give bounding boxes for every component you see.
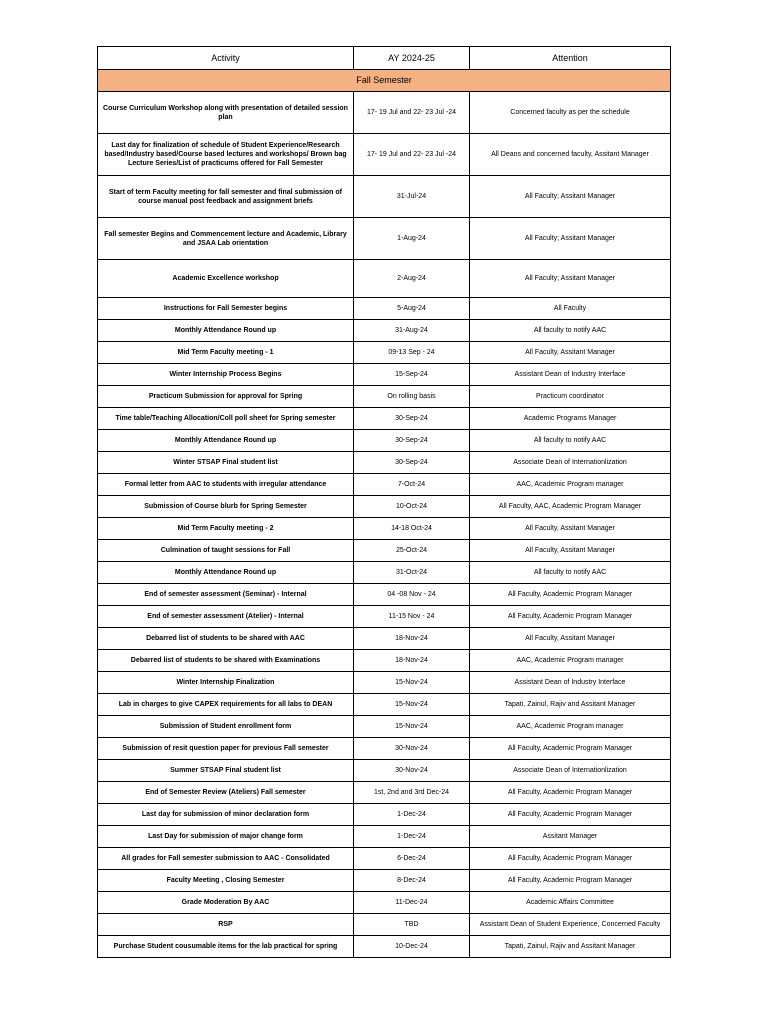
date-cell: 31-Jul-24	[354, 176, 470, 218]
attention-cell: Practicum coordinator	[470, 386, 671, 408]
table-row	[98, 518, 671, 540]
date-cell: 1-Dec-24	[354, 826, 470, 848]
activity-cell: Start of term Faculty meeting for fall semester and final submission of course manual post feedback and assignment briefs	[98, 176, 354, 218]
table-row	[98, 430, 671, 452]
date-cell: 30-Sep-24	[354, 430, 470, 452]
date-cell: 17- 19 Jul and 22- 23 Jul -24	[354, 134, 470, 176]
activity-cell: End of semester assessment (Seminar) - Internal	[98, 584, 354, 606]
table-row	[98, 496, 671, 518]
activity-cell: Formal letter from AAC to students with irregular attendance	[98, 474, 354, 496]
activity-cell: Monthly Attendance Round up	[98, 430, 354, 452]
attention-cell: AAC, Academic Program manager	[470, 650, 671, 672]
attention-cell: All Faculty; Assitant Manager	[470, 260, 671, 298]
table-row	[98, 738, 671, 760]
date-cell: 10-Oct-24	[354, 496, 470, 518]
activity-cell: Monthly Attendance Round up	[98, 562, 354, 584]
academic-calendar-table	[97, 46, 671, 958]
date-cell: 1-Dec-24	[354, 804, 470, 826]
activity-cell: Fall semester Begins and Commencement lecture and Academic, Library and JSAA Lab orientation	[98, 218, 354, 260]
date-cell: 1st, 2nd and 3rd Dec-24	[354, 782, 470, 804]
table-row	[98, 804, 671, 826]
attention-cell: Academic Programs Manager	[470, 408, 671, 430]
date-cell: 14-18 Oct-24	[354, 518, 470, 540]
date-cell: 8-Dec-24	[354, 870, 470, 892]
activity-cell: Winter Internship Process Begins	[98, 364, 354, 386]
activity-cell: Debarred list of students to be shared with AAC	[98, 628, 354, 650]
date-cell: 15-Nov-24	[354, 672, 470, 694]
date-cell: 09-13 Sep - 24	[354, 342, 470, 364]
header-year: AY 2024-25	[354, 47, 470, 70]
attention-cell: All faculty to notify AAC	[470, 562, 671, 584]
attention-cell: Assistant Dean of Industry Interface	[470, 672, 671, 694]
attention-cell: All faculty to notify AAC	[470, 430, 671, 452]
table-row	[98, 474, 671, 496]
table-row	[98, 342, 671, 364]
table-row	[98, 672, 671, 694]
table-row	[98, 848, 671, 870]
activity-cell: Debarred list of students to be shared with Examinations	[98, 650, 354, 672]
date-cell: 2-Aug-24	[354, 260, 470, 298]
attention-cell: All Faculty; Assitant Manager	[470, 218, 671, 260]
table-row	[98, 298, 671, 320]
attention-cell: Academic Affairs Committee	[470, 892, 671, 914]
activity-cell: Mid Term Faculty meeting - 1	[98, 342, 354, 364]
attention-cell: Tapati, Zainul, Rajiv and Assitant Manager	[470, 936, 671, 958]
activity-cell: Submission of resit question paper for previous Fall semester	[98, 738, 354, 760]
date-cell: 15-Nov-24	[354, 694, 470, 716]
table-row	[98, 892, 671, 914]
table-row	[98, 260, 671, 298]
attention-cell: All Faculty, Assitant Manager	[470, 342, 671, 364]
attention-cell: All Faculty, Academic Program Manager	[470, 584, 671, 606]
header-attention: Attention	[470, 47, 671, 70]
activity-cell: Practicum Submission for approval for Spring	[98, 386, 354, 408]
table-row	[98, 782, 671, 804]
attention-cell: All Faculty, Assitant Manager	[470, 518, 671, 540]
activity-cell: Submission of Student enrollment form	[98, 716, 354, 738]
attention-cell: Assistant Dean of Industry Interface	[470, 364, 671, 386]
activity-cell: Grade Moderation By AAC	[98, 892, 354, 914]
activity-cell: Last Day for submission of major change form	[98, 826, 354, 848]
table-row	[98, 650, 671, 672]
table-row	[98, 914, 671, 936]
date-cell: 31-Aug-24	[354, 320, 470, 342]
header-activity: Activity	[98, 47, 354, 70]
activity-cell: Monthly Attendance Round up	[98, 320, 354, 342]
date-cell: 17- 19 Jul and 22- 23 Jul -24	[354, 92, 470, 134]
table-row	[98, 562, 671, 584]
date-cell: On rolling basis	[354, 386, 470, 408]
table-row	[98, 584, 671, 606]
attention-cell: All Deans and concerned faculty, Assitant Manager	[470, 134, 671, 176]
table-row	[98, 134, 671, 176]
attention-cell: All Faculty, Academic Program Manager	[470, 782, 671, 804]
activity-cell: Course Curriculum Workshop along with presentation of detailed session plan	[98, 92, 354, 134]
table-row	[98, 218, 671, 260]
date-cell: 7-Oct-24	[354, 474, 470, 496]
activity-cell: Instructions for Fall Semester begins	[98, 298, 354, 320]
activity-cell: Summer STSAP Final student list	[98, 760, 354, 782]
section-title: Fall Semester	[98, 70, 671, 92]
attention-cell: All Faculty, Assitant Manager	[470, 540, 671, 562]
table-row	[98, 606, 671, 628]
date-cell: 30-Nov-24	[354, 760, 470, 782]
table-row	[98, 760, 671, 782]
table-row	[98, 386, 671, 408]
header-row	[98, 47, 671, 70]
table-row	[98, 176, 671, 218]
date-cell: 10-Dec-24	[354, 936, 470, 958]
attention-cell: All Faculty, AAC, Academic Program Manager	[470, 496, 671, 518]
table-row	[98, 364, 671, 386]
table-row	[98, 408, 671, 430]
table-row	[98, 694, 671, 716]
attention-cell: All Faculty, Academic Program Manager	[470, 804, 671, 826]
attention-cell: Tapati, Zainul, Rajiv and Assitant Manager	[470, 694, 671, 716]
table-row	[98, 540, 671, 562]
activity-cell: Academic Excellence workshop	[98, 260, 354, 298]
attention-cell: All Faculty, Academic Program Manager	[470, 738, 671, 760]
attention-cell: All Faculty, Academic Program Manager	[470, 848, 671, 870]
date-cell: 6-Dec-24	[354, 848, 470, 870]
activity-cell: Culmination of taught sessions for Fall	[98, 540, 354, 562]
attention-cell: Assistant Dean of Student Experience, Concerned Faculty	[470, 914, 671, 936]
activity-cell: Submission of Course blurb for Spring Semester	[98, 496, 354, 518]
table-row	[98, 92, 671, 134]
date-cell: 30-Sep-24	[354, 408, 470, 430]
date-cell: 30-Sep-24	[354, 452, 470, 474]
date-cell: 11-15 Nov - 24	[354, 606, 470, 628]
activity-cell: All grades for Fall semester submission to AAC - Consolidated	[98, 848, 354, 870]
attention-cell: Associate Dean of Internationlization	[470, 452, 671, 474]
activity-cell: Last day for submission of minor declaration form	[98, 804, 354, 826]
attention-cell: All Faculty, Academic Program Manager	[470, 606, 671, 628]
attention-cell: Associate Dean of Internationlization	[470, 760, 671, 782]
attention-cell: All faculty to notify AAC	[470, 320, 671, 342]
attention-cell: AAC, Academic Program manager	[470, 716, 671, 738]
date-cell: 18-Nov-24	[354, 650, 470, 672]
activity-cell: End of Semester Review (Ateliers) Fall semester	[98, 782, 354, 804]
activity-cell: End of semester assessment (Atelier) - Internal	[98, 606, 354, 628]
activity-cell: Winter Internship Finalization	[98, 672, 354, 694]
date-cell: 15-Sep-24	[354, 364, 470, 386]
attention-cell: All Faculty, Academic Program Manager	[470, 870, 671, 892]
table-row	[98, 716, 671, 738]
table-row	[98, 826, 671, 848]
date-cell: 11-Dec-24	[354, 892, 470, 914]
attention-cell: Assitant Manager	[470, 826, 671, 848]
table-row	[98, 936, 671, 958]
date-cell: 1-Aug-24	[354, 218, 470, 260]
activity-cell: Lab in charges to give CAPEX requirements for all labs to DEAN	[98, 694, 354, 716]
date-cell: 30-Nov-24	[354, 738, 470, 760]
attention-cell: AAC, Academic Program manager	[470, 474, 671, 496]
section-row	[98, 70, 671, 92]
attention-cell: All Faculty, Assitant Manager	[470, 628, 671, 650]
date-cell: 25-Oct-24	[354, 540, 470, 562]
activity-cell: Faculty Meeting , Closing Semester	[98, 870, 354, 892]
activity-cell: Time table/Teaching Allocation/Coll poll sheet for Spring semester	[98, 408, 354, 430]
date-cell: 04 -08 Nov - 24	[354, 584, 470, 606]
date-cell: 15-Nov-24	[354, 716, 470, 738]
table-row	[98, 320, 671, 342]
attention-cell: Concerned faculty as per the schedule	[470, 92, 671, 134]
date-cell: 31-Oct-24	[354, 562, 470, 584]
date-cell: 18-Nov-24	[354, 628, 470, 650]
table-row	[98, 452, 671, 474]
attention-cell: All Faculty	[470, 298, 671, 320]
activity-cell: Last day for finalization of schedule of Student Experience/Research based/Industry based/Course based lectures and workshops/ Brown bag Lecture Series/List of practicums offered for Fall Semester	[98, 134, 354, 176]
activity-cell: Purchase Student cousumable items for the lab practical for spring	[98, 936, 354, 958]
activity-cell: Mid Term Faculty meeting - 2	[98, 518, 354, 540]
date-cell: 5-Aug-24	[354, 298, 470, 320]
activity-cell: RSP	[98, 914, 354, 936]
table-row	[98, 628, 671, 650]
attention-cell: All Faculty; Assitant Manager	[470, 176, 671, 218]
table-row	[98, 870, 671, 892]
date-cell: TBD	[354, 914, 470, 936]
activity-cell: Winter STSAP Final student list	[98, 452, 354, 474]
